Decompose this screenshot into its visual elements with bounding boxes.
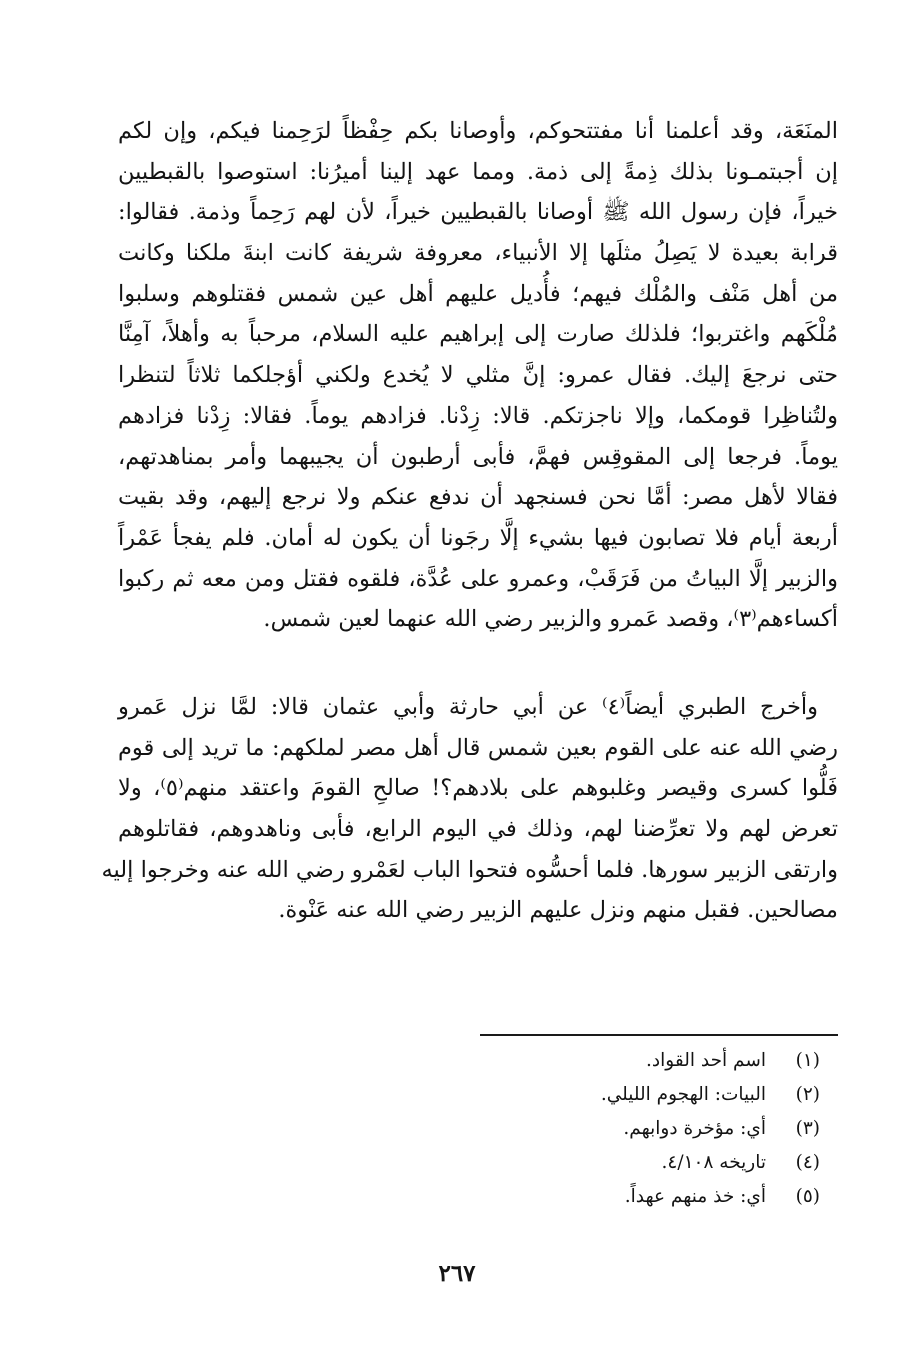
text-line: أكساءهم⁽٣⁾، وقصد عَمرو والزبير رضي الله عنهما لعين شمس. — [263, 606, 838, 633]
footnote-text: البيات: الهجوم الليلي. — [600, 1084, 766, 1105]
text-line: مُلْكَهم واغتربوا؛ فلذلك صارت إلى إبراهيم عليه السلام، مرحباً به وأهلاً، آمِنَّا — [118, 321, 838, 348]
text-line: قرابة بعيدة لا يَصِلُ مثلَها إلا الأنبياء، معروفة شريفة كانت ابنةَ ملكنا وكانت — [118, 240, 838, 267]
footnote-text: أي: مؤخرة دوابهم. — [623, 1118, 766, 1139]
body-paragraph — [101, 687, 838, 931]
footnote-number: (٤) — [795, 1152, 820, 1173]
footnote — [300, 1044, 820, 1078]
text-line: من أهل مَنْف والمُلْك فيهم؛ فأُديل عليهم أهل عين شمس فقتلوهم وسلبوا — [118, 280, 838, 307]
footnote-separator — [480, 1034, 838, 1036]
footnote-number: (٣) — [795, 1118, 820, 1139]
text-line: يوماً. فرجعا إلى المقوقِس فهمَّ، فأبى أرطبون أن يجيبهما وأمر بمناهدتهم، — [118, 443, 838, 470]
footnote-number: (١) — [795, 1050, 820, 1071]
footnote-number: (٥) — [795, 1186, 820, 1207]
footnote — [300, 1078, 820, 1112]
text-line: فقالا لأهل مصر: أمَّا نحن فسنجهد أن ندفع عنكم ولا نرجع إليهم، وقد بقيت — [118, 484, 838, 511]
text-line: إن أجبتمـونا بذلك ذِمةً إلى ذمة. ومما عهد إلينا أميرُنا: استوصوا بالقبطيين — [118, 158, 838, 185]
text-line: أربعة أيام فلا تصابون فيها بشيء إلَّا رجَونا أن يكون له أمان. فلم يفجأ عَمْراً — [118, 524, 838, 551]
footnote-number: (٢) — [795, 1084, 820, 1105]
text-line: المنَعَة، وقد أعلمنا أنا مفتتحوكم، وأوصانا بكم حِفْظاً لرَحِمنا فيكم، وإن لكم — [118, 118, 838, 144]
text-line: رضي الله عنه على القوم بعين شمس قال أهل مصر لملكهم: ما تريد إلى قوم — [118, 734, 838, 761]
footnote-text: أي: خذ منهم عهداً. — [624, 1186, 766, 1207]
text-line: ولتُناظِرا قومكما، وإلا ناجزتكم. قالا: زِدْنا. فزادهم يوماً. فقالا: زِدْنا فزادهم — [118, 402, 838, 429]
text-line: مصالحين. فقبل منهم ونزل عليهم الزبير رضي الله عنه عَنْوة. — [278, 897, 838, 924]
footnote — [300, 1146, 820, 1180]
text-line: وارتقى الزبير سورها. فلما أحسُّوه فتحوا الباب لعَمْرو رضي الله عنه وخرجوا إليه — [101, 856, 838, 883]
text-line: والزبير إلَّا البياتُ من فَرَقَبْ، وعمرو على عُدَّة، فلقوه فقتل ومن معه ثم ركبوا — [118, 565, 838, 592]
footnotes — [300, 1044, 820, 1214]
body-paragraph — [118, 111, 838, 640]
page-number: ٢٦٧ — [438, 1260, 476, 1287]
text-line: وأخرج الطبري أيضاً⁽٤⁾ عن أبي حارثة وأبي عثمان قالا: لمَّا نزل عَمرو — [118, 694, 818, 720]
text-line: تعرض لهم ولا تعرِّضنا لهم، وذلك في اليوم الرابع، فأبى وناهدوهم، فقاتلوهم — [118, 816, 838, 843]
text-line: حتى نرجعَ إليك. فقال عمرو: إنَّ مثلي لا يُخدع ولكني أؤجلكما ثلاثاً لتنظرا — [118, 362, 838, 389]
text-line: خيراً، فإن رسول الله ﷺ أوصانا بالقبطيين خيراً، لأن لهم رَحِماً وذمة. فقالوا: — [118, 199, 838, 226]
text-line: فَلُّوا كسرى وقيصر وغلبوهم على بلادهم؟! صالحِ القومَ واعتقد منهم⁽٥⁾، ولا — [118, 775, 838, 802]
footnote — [300, 1112, 820, 1146]
footnote-text: اسم أحد القواد. — [646, 1050, 766, 1071]
footnote-text: تاريخه ٤/١٠٨. — [661, 1152, 766, 1173]
footnote — [300, 1180, 820, 1214]
